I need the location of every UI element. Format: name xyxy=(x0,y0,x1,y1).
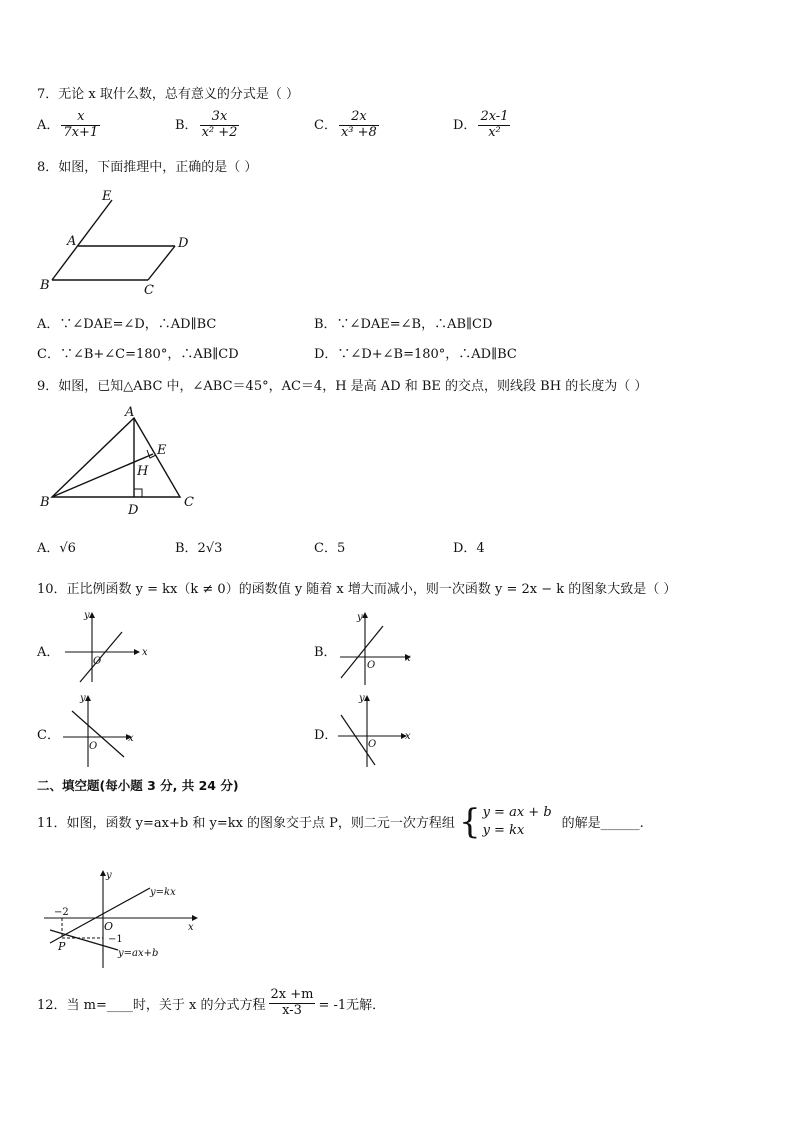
q9-stem: 9．如图，已知△ABC 中，∠ABC＝45°，AC＝4，H 是高 AD 和 BE 的交点，则线段 BH 的长度为（ ） xyxy=(37,379,648,394)
q9-label-d: D xyxy=(128,503,139,518)
q9-triangle-figure xyxy=(0,0,794,520)
svg-text:O: O xyxy=(368,739,377,750)
svg-text:y: y xyxy=(357,612,363,623)
q8-option-c: C．∵∠B+∠C=180°，∴AB∥CD xyxy=(37,347,239,362)
q10-option-a-label: A． xyxy=(37,645,60,660)
q8-option-a: A．∵∠DAE=∠D，∴AD∥BC xyxy=(37,317,217,332)
svg-text:P: P xyxy=(58,940,66,953)
q8-option-d: D．∵∠D+∠B=180°，∴AD∥BC xyxy=(314,347,517,362)
svg-text:y: y xyxy=(84,610,90,621)
svg-text:−2: −2 xyxy=(54,907,69,918)
svg-text:y: y xyxy=(359,693,365,704)
q8-option-b: B．∵∠DAE=∠B，∴AB∥CD xyxy=(314,317,493,332)
q9-option-a: A．√6 xyxy=(37,541,76,556)
q9-option-b: B．2√3 xyxy=(175,541,223,556)
q7-option-c: C． $\frac{2x}{\text{x³ +8}}$ xyxy=(314,109,377,140)
q8-label-e: E xyxy=(102,189,112,204)
q9-label-c: C xyxy=(184,495,194,510)
q11-graph xyxy=(40,868,210,978)
section-title: 二、填空题(每小题 3 分, 共 24 分) xyxy=(37,778,239,793)
q9-option-c: C．5 xyxy=(314,541,346,556)
q7-stem: 7．无论 x 取什么数，总有意义的分式是（ ） xyxy=(37,87,299,102)
q8-label-c: C xyxy=(144,283,154,298)
q9-label-a: A xyxy=(125,405,135,420)
svg-text:y: y xyxy=(80,693,86,704)
q10-option-c-label: C． xyxy=(37,728,60,743)
q9-label-e: E xyxy=(157,443,167,458)
q7-option-a: A． $\frac{x}{7x+1}$ xyxy=(37,109,99,140)
svg-text:y: y xyxy=(106,870,112,881)
svg-text:y=ax+b: y=ax+b xyxy=(118,948,159,959)
q11-equation-system: y = ax + b y = kx xyxy=(482,805,552,838)
q7-option-d: D． $\frac{2x-1}{\text{x²}}$ xyxy=(453,109,509,140)
q8-label-a: A xyxy=(67,234,77,249)
q11-stem: 11．如图，函数 y=ax+b 和 y=kx 的图象交于点 P，则二元一次方程组 { y = ax + b y = kx 的解是______. xyxy=(37,801,644,842)
svg-text:O: O xyxy=(93,656,102,667)
q10-stem: 10．正比例函数 y = kx（k ≠ 0）的函数值 y 随着 x 增大而减小，则一次函数 y = 2x − k 的图象大致是（ ） xyxy=(37,582,677,597)
q9-option-d: D．4 xyxy=(453,541,485,556)
q10-option-d-label: D． xyxy=(314,728,338,743)
q8-stem: 8．如图，下面推理中，正确的是（ ） xyxy=(37,160,258,175)
svg-text:x: x xyxy=(128,733,134,744)
q9-label-b: B xyxy=(40,495,50,510)
svg-text:−1: −1 xyxy=(108,934,123,945)
q8-label-b: B xyxy=(40,278,50,293)
svg-text:x: x xyxy=(188,922,194,933)
svg-text:O: O xyxy=(89,741,98,752)
q7-option-b: B． $\frac{3x}{\text{x² +2}}$ xyxy=(175,109,238,140)
q12-stem: 12．当 m=____时，关于 x 的分式方程 $\frac{2x +m}{x-3}$ = -1无解． xyxy=(37,987,386,1018)
q10-graph-c xyxy=(60,693,150,773)
q10-graph-b xyxy=(335,610,425,690)
svg-text:x: x xyxy=(142,647,148,658)
q9-label-h: H xyxy=(137,464,149,479)
svg-text:O: O xyxy=(104,920,114,933)
q10-graph-d xyxy=(335,693,425,773)
svg-text:O: O xyxy=(367,660,376,671)
q8-label-d: D xyxy=(178,236,189,251)
q10-graph-a xyxy=(60,610,150,690)
svg-text:x: x xyxy=(405,653,411,664)
svg-text:x: x xyxy=(405,731,411,742)
q10-option-b-label: B． xyxy=(314,645,337,660)
svg-text:y=kx: y=kx xyxy=(150,887,176,898)
